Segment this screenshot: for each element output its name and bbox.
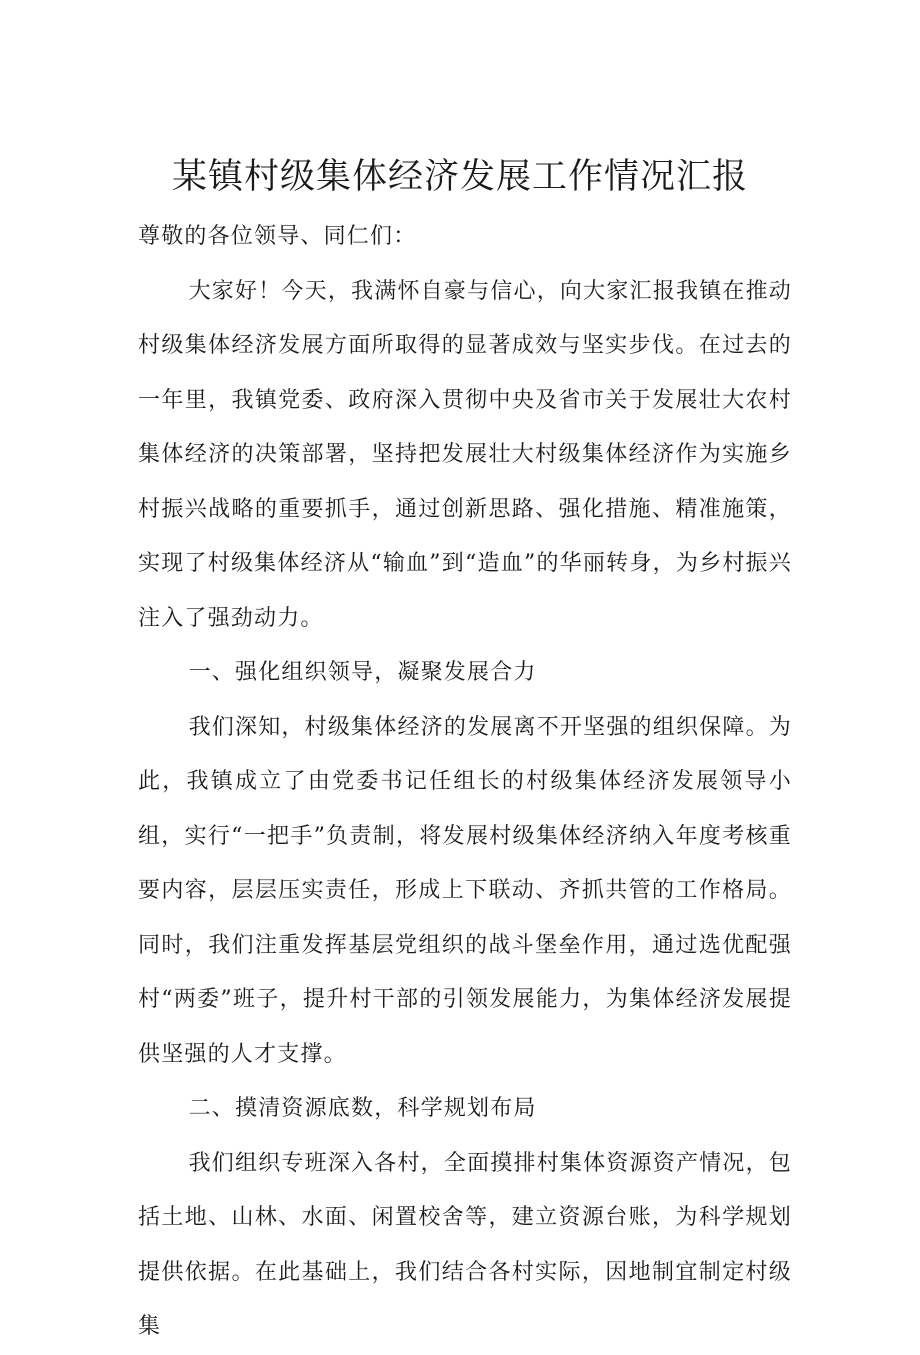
section-heading-1: 一、强化组织领导，凝聚发展合力	[188, 660, 537, 685]
section-heading-2: 二、摸清资源底数，科学规划布局	[188, 1096, 537, 1121]
intro-paragraph: 大家好！今天，我满怀自豪与信心，向大家汇报我镇在推动村级集体经济发展方面所取得的显著成效与坚实步伐。在过去的一年里，我镇党委、政府深入贯彻中央及省市关于发展壮大农村集体经济的决策部署，坚持把发展壮大村级集体经济作为实施乡村振兴战略的重要抓手，通过创新思路、强化措施、精准施策，实现了村级集体经济从“输血”到“造血”的华丽转身，为乡村振兴注入了强劲动力。	[138, 278, 792, 631]
document-body	[138, 210, 792, 1355]
document-title: 某镇村级集体经济发展工作情况汇报	[171, 157, 748, 197]
section-paragraph-2: 我们组织专班深入各村，全面摸排村集体资源资产情况，包括土地、山林、水面、闲置校舍等，建立资源台账，为科学规划提供依据。在此基础上，我们结合各村实际，因地制宜制定村级集	[138, 1150, 792, 1339]
greeting: 尊敬的各位领导、同仁们：	[138, 224, 417, 249]
section-paragraph-1: 我们深知，村级集体经济的发展离不开坚强的组织保障。为此，我镇成立了由党委书记任组长的村级集体经济发展领导小组，实行“一把手”负责制，将发展村级集体经济纳入年度考核重要内容，层层压实责任，形成上下联动、齐抓共管的工作格局。同时，我们注重发挥基层党组织的战斗堡垒作用，通过选优配强村“两委”班子，提升村干部的引领发展能力，为集体经济发展提供坚强的人才支撑。	[138, 714, 792, 1067]
